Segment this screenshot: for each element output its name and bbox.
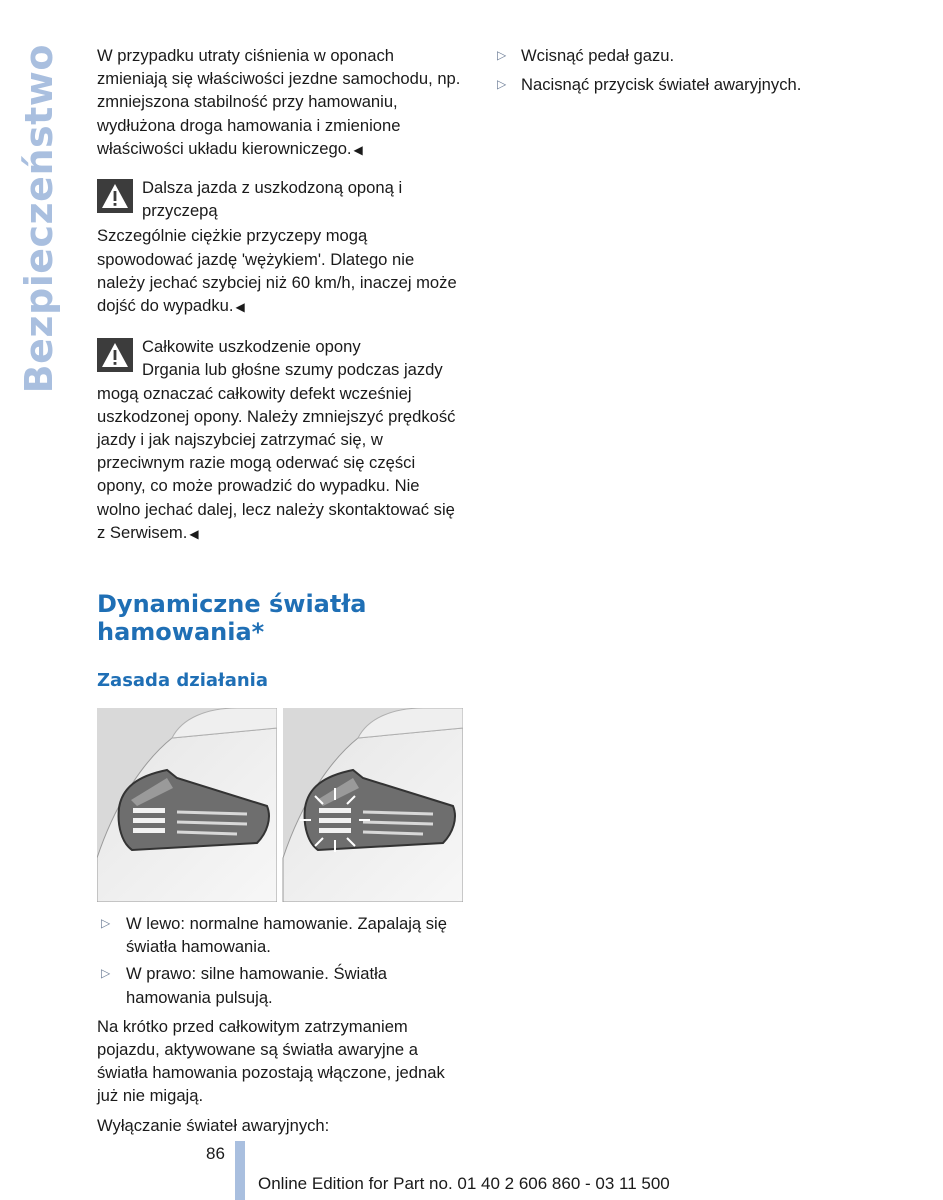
bullet-arrow-icon: ▷: [497, 48, 507, 62]
paragraph-hazard-lights: Na krótko przed całkowitym zatrzymaniem pojazdu, aktywowane są światła awaryjne a światła hamowania pozostają włączone, jednak już nie migają.: [97, 1016, 445, 1106]
list-item: ▷ Nacisnąć przycisk świateł awaryjnych.: [493, 73, 893, 96]
left-column: [97, 44, 465, 1137]
end-mark-icon: ◀: [235, 300, 245, 315]
chapter-side-title: Bezpieczeństwo: [17, 44, 61, 394]
warning-triangle-icon: [97, 179, 133, 213]
footer-accent-bar: [235, 1141, 245, 1200]
bullet-arrow-icon: ▷: [101, 916, 111, 931]
edition-note: Online Edition for Part no. 01 40 2 606 860 - 03 11 500: [258, 1174, 670, 1193]
right-column: [493, 44, 893, 102]
bullet-arrow-icon: ▷: [101, 966, 111, 981]
end-mark-icon: ◀: [353, 142, 363, 157]
paragraph-turn-off: Wyłączanie świateł awaryjnych:: [97, 1115, 330, 1135]
list-item: ▷ Wcisnąć pedał gazu.: [493, 44, 893, 67]
warning-body: Drgania lub głośne szumy podczas jazdy mogą oznaczać całkowity defekt wcześniej uszkodzonej opony. Należy zmniejszyć prędkość jazdy i jak najszybciej zatrzymać się, w przeciwnym razie mogą oderwać się części opony, co może prowadzić do wypadku. Nie wolno jechać dalej, lecz należy skontaktować się z Serwisem. ◀: [97, 360, 456, 542]
warning-block-trailer: [97, 176, 465, 319]
warning-title: Dalsza jazda z uszkodzoną oponą i przyczepą: [142, 178, 403, 221]
section-title: Dynamiczne światła hamowania*: [97, 590, 367, 647]
end-mark-icon: ◀: [189, 526, 199, 541]
page-number: 86: [206, 1144, 225, 1163]
warning-triangle-icon: [97, 338, 133, 372]
bullet-arrow-icon: ▷: [497, 77, 507, 92]
warning-body: Szczególnie ciężkie przyczepy mogą spowodować jazdę 'wężykiem'. Dlatego nie należy jechać szybciej niż 60 km/h, inaczej może dojść do wypadku. ◀: [97, 226, 457, 316]
brake-lights-illustration: [97, 708, 463, 902]
subsection-title: Zasada działania: [97, 670, 268, 692]
strong-braking-panel: [283, 708, 463, 902]
warning-title: Całkowite uszkodzenie opony: [142, 337, 361, 357]
turn-off-steps-list: [493, 44, 893, 96]
normal-braking-panel: [97, 708, 277, 902]
intro-paragraph: W przypadku utraty ciśnienia w oponach zmieniają się właściwości jezdne samochodu, np. zmniejszona stabilność przy hamowaniu, wydłużona droga hamowania i zmienione właściwości układu kierowniczego. ◀: [97, 46, 461, 158]
list-item: ▷ W lewo: normalne hamowanie. Zapalają się światła hamowania.: [101, 914, 447, 957]
list-item: ▷ W prawo: silne hamowanie. Światła hamowania pulsują.: [101, 964, 388, 1007]
warning-block-tire-damage: [97, 335, 465, 546]
braking-modes-list: [97, 912, 465, 1009]
